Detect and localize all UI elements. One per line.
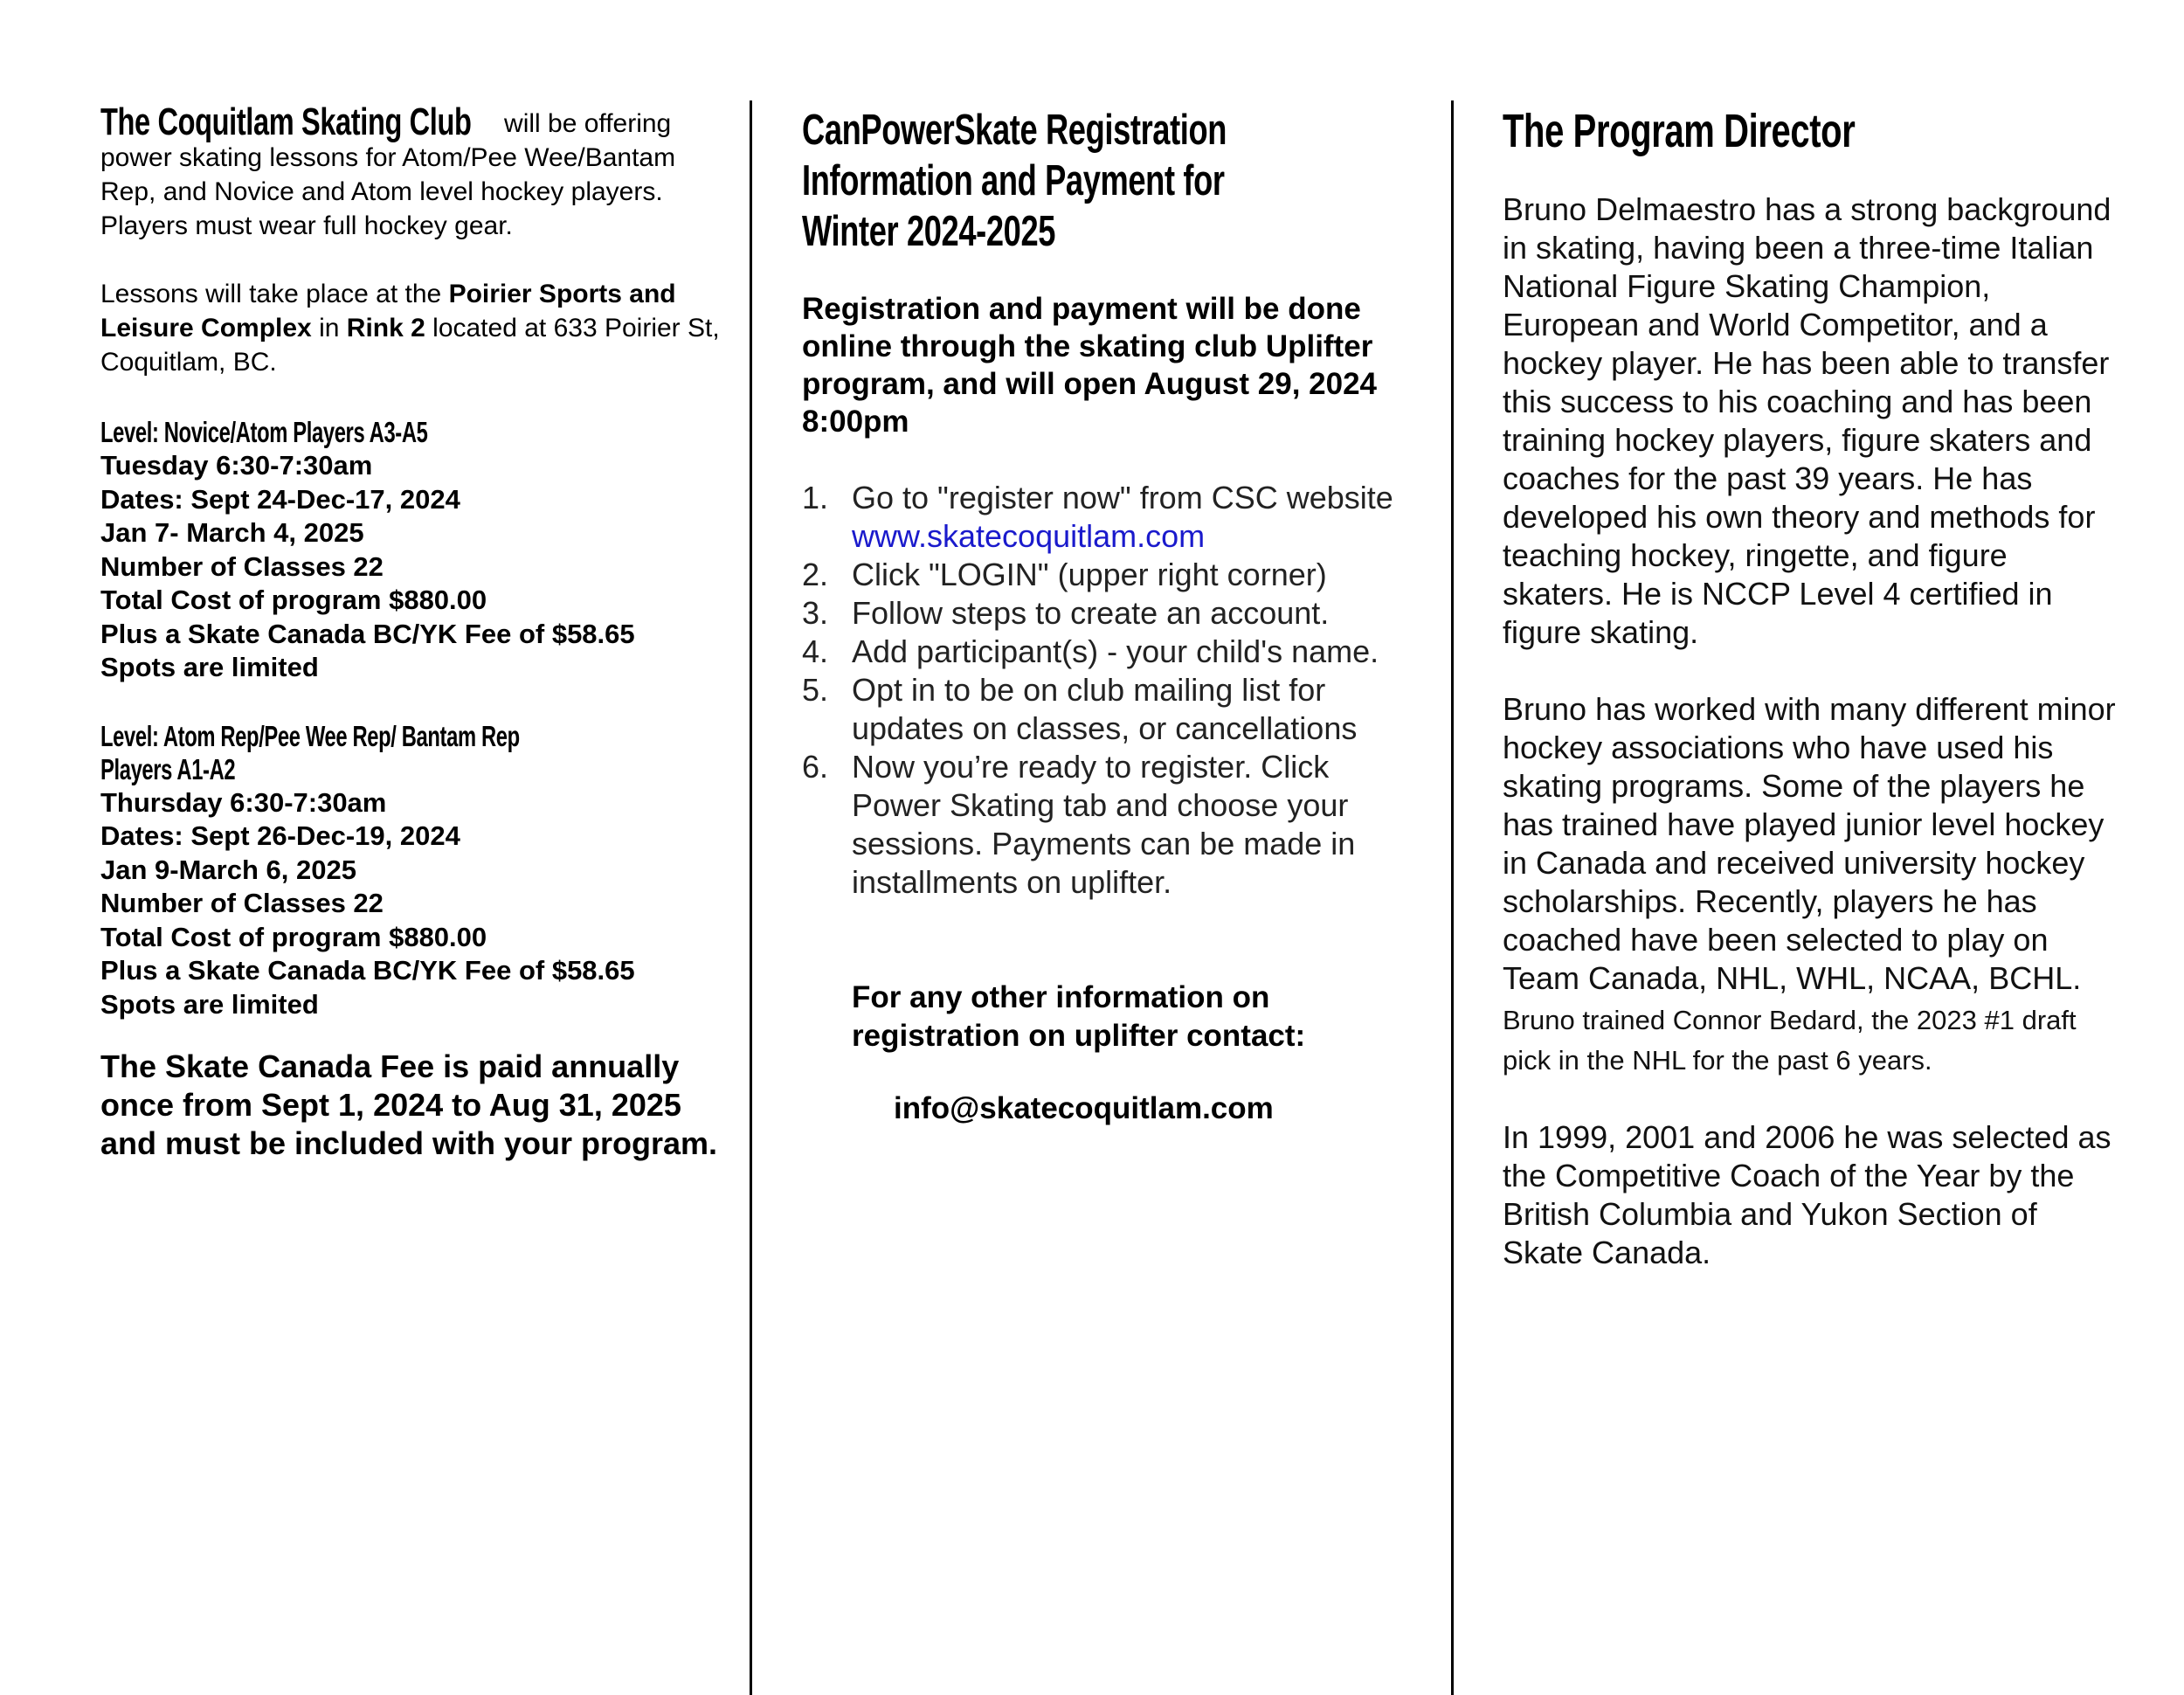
step-text: Add participant(s) - your child's name. <box>852 633 1379 669</box>
title-line: CanPowerSkate Registration <box>802 107 1227 154</box>
level-title-players: Players A1-A2 <box>100 752 236 785</box>
step-number: 1. <box>802 480 829 515</box>
schedule-line: Jan 7- March 4, 2025 <box>100 517 364 548</box>
schedule-line: Total Cost of program $880.00 <box>100 921 487 952</box>
schedule-line: Plus a Skate Canada BC/YK Fee of $58.65 <box>100 618 635 649</box>
step-number: 5. <box>802 672 829 708</box>
contact-email[interactable]: info@skatecoquitlam.com <box>894 1091 1274 1125</box>
website-link[interactable]: www.skatecoquitlam.com <box>852 518 1206 554</box>
level-title: Level: Atom Rep/Pee Wee Rep/ Bantam Rep <box>100 719 520 752</box>
title-line: Information and Payment for <box>802 157 1225 204</box>
step-number: 2. <box>802 557 829 592</box>
step-text: Go to "register now" from CSC website <box>852 480 1393 515</box>
registration-note: Registration and payment will be done online through the skating club Uplifter program, and will open August 29, 2024 8:00pm <box>802 292 1378 439</box>
step-text: Opt in to be on club mailing list for updates on classes, or cancellations <box>852 672 1358 746</box>
step-text: Click "LOGIN" (upper right corner) <box>852 557 1327 592</box>
schedule-line: Jan 9-March 6, 2025 <box>100 854 356 885</box>
schedule-line: Dates: Sept 24-Dec-17, 2024 <box>100 483 460 515</box>
club-name: The Coquitlam Skating Club <box>100 100 472 143</box>
step-item <box>802 633 1422 671</box>
level-rep <box>100 720 729 1022</box>
schedule-line: Number of Classes 22 <box>100 550 384 582</box>
step-number: 6. <box>802 749 829 785</box>
location-rink: Rink 2 <box>346 314 425 342</box>
column-divider-right <box>1451 100 1454 1695</box>
location-venue: Poirier Sports and Leisure Complex <box>100 280 676 342</box>
step-item <box>802 671 1422 748</box>
step-item <box>802 594 1422 633</box>
schedule-line: Dates: Sept 26-Dec-19, 2024 <box>100 820 460 851</box>
step-item <box>802 748 1422 902</box>
schedule-line: Number of Classes 22 <box>100 888 384 918</box>
schedule-line: Thursday 6:30-7:30am <box>100 786 387 818</box>
registration-column <box>802 105 1422 1126</box>
step-item <box>802 479 1422 556</box>
intro-paragraph <box>100 100 729 243</box>
skate-canada-fee-note: The Skate Canada Fee is paid annually once from Sept 1, 2024 to Aug 31, 2025 and must be included with your program. <box>100 1048 718 1161</box>
step-text: Now you’re ready to register. Click Power Skating tab and choose your sessions. Payments can be made in installments on uplifter. <box>852 749 1356 900</box>
step-number: 3. <box>802 595 829 631</box>
schedule-line: Tuesday 6:30-7:30am <box>100 450 373 481</box>
schedule-line: Spots are limited <box>100 652 319 682</box>
bedard-note: Bruno trained Connor Bedard, the 2023 #1 draft pick in the NHL for the past 6 years. <box>1503 1005 2077 1076</box>
location-in: in <box>311 314 347 342</box>
column-divider-left <box>750 100 752 1695</box>
schedule-line: Plus a Skate Canada BC/YK Fee of $58.65 <box>100 955 635 986</box>
location-address: located at 633 Poirier St, Coquitlam, BC. <box>100 314 720 377</box>
director-achievements-paragraph <box>1503 690 2123 1080</box>
level-title: Level: Novice/Atom Players A3-A5 <box>100 416 428 448</box>
step-text: Follow steps to create an account. <box>852 595 1330 631</box>
step-number: 4. <box>802 633 829 669</box>
program-director-column <box>1503 105 2123 1272</box>
schedule-line: Spots are limited <box>100 988 319 1020</box>
schedule-line: Total Cost of program $880.00 <box>100 585 487 615</box>
title-line: Winter 2024-2025 <box>802 208 1056 255</box>
director-bio-paragraph: Bruno Delmaestro has a strong background in skating, having been a three-time Italian National Figure Skating Champion, European and World Competitor, and a hockey player. He has been able to transfer this success to his coaching and has been training hockey players, figure skaters and coaches for the past 39 years. He has developed his own theory and methods for teaching hockey, ringette, and figure skaters. He is NCCP Level 4 certified in figure skating. <box>1503 191 2111 650</box>
contact-text: For any other information on registration on uplifter contact: <box>852 980 1306 1053</box>
director-awards-paragraph: In 1999, 2001 and 2006 he was selected as the Competitive Coach of the Year by the British Columbia and Yukon Section of Skate Canada. <box>1503 1119 2111 1270</box>
intro-text: will be offering power skating lessons for Atom/Pee Wee/Bantam Rep, and Novice and Atom level hockey players. Players must wear full hockey gear. <box>100 109 676 240</box>
registration-title <box>802 105 1422 257</box>
step-item <box>802 556 1422 594</box>
level-novice-atom <box>100 416 729 685</box>
achievements-text: Bruno has worked with many different minor hockey associations who have used his skating programs. Some of the players he has trained have played junior level hockey in Canada and received university hockey scholarships. Recently, players he has coached have been selected to play on Team Canada, NHL, WHL, NCAA, BCHL. <box>1503 691 2116 996</box>
director-title: The Program Director <box>1503 105 1856 157</box>
location-paragraph <box>100 277 729 379</box>
registration-steps <box>802 479 1422 902</box>
location-prefix: Lessons will take place at the <box>100 280 449 308</box>
club-info-column <box>100 100 729 1163</box>
